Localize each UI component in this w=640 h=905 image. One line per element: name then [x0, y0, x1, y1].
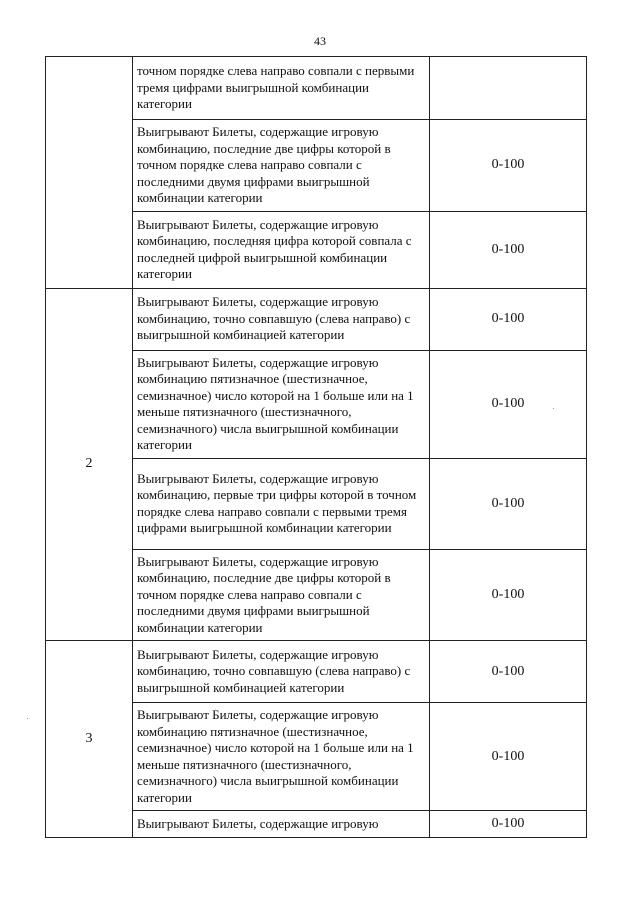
prize-range: 0-100	[430, 211, 587, 288]
condition-description: Выигрывают Билеты, содержащие игровую комбинацию, последняя цифра которой совпала с последней цифрой выигрышной комбинации категории	[133, 211, 430, 288]
prize-range: 0-100	[430, 350, 587, 458]
table-row	[46, 641, 587, 703]
prize-range: 0-100	[430, 549, 587, 641]
condition-description: Выигрывают Билеты, содержащие игровую комбинацию, последние две цифры которой в точном порядке слева направо совпали с последними двумя цифрами выигрышной комбинации категории	[133, 549, 430, 641]
table-row	[46, 57, 587, 120]
prize-range: 0-100	[430, 703, 587, 811]
category-number-cell: 2	[46, 288, 133, 641]
page-number: 43	[314, 34, 326, 48]
prize-range: 0-100	[430, 120, 587, 212]
category-number-cell: 3	[46, 641, 133, 838]
scan-dot	[27, 718, 28, 719]
condition-description: точном порядке слева направо совпали с первыми тремя цифрами выигрышной комбинации категории	[133, 57, 430, 120]
condition-description: Выигрывают Билеты, содержащие игровую комбинацию, первые три цифры которой в точном порядке слева направо совпали с первыми тремя цифрами выигрышной комбинации категории	[133, 458, 430, 549]
condition-description: Выигрывают Билеты, содержащие игровую комбинацию, точно совпавшую (слева направо) с выигрышной комбинацией категории	[133, 641, 430, 703]
prize-range: 0-100	[430, 811, 587, 838]
scan-dot	[553, 408, 554, 409]
condition-description: Выигрывают Билеты, содержащие игровую комбинацию, точно совпавшую (слева направо) с выигрышной комбинацией категории	[133, 288, 430, 350]
condition-description: Выигрывают Билеты, содержащие игровую комбинацию, последние две цифры которой в точном порядке слева направо совпали с последними двумя цифрами выигрышной комбинации категории	[133, 120, 430, 212]
prize-range	[430, 57, 587, 120]
prize-range: 0-100	[430, 458, 587, 549]
table-row	[46, 288, 587, 350]
prize-range: 0-100	[430, 288, 587, 350]
prize-range: 0-100	[430, 641, 587, 703]
condition-description: Выигрывают Билеты, содержащие игровую комбинацию пятизначное (шестизначное, семизначное) число которой на 1 больше или на 1 меньше пятизначного (шестизначного, семизначного) числа выигрышной комбинации категории	[133, 703, 430, 811]
condition-description: Выигрывают Билеты, содержащие игровую комбинацию пятизначное (шестизначное, семизначное) число которой на 1 больше или на 1 меньше пятизначного (шестизначного, семизначного) числа выигрышной комбинации категории	[133, 350, 430, 458]
category-number-cell	[46, 57, 133, 289]
condition-description: Выигрывают Билеты, содержащие игровую	[133, 811, 430, 838]
prize-table	[45, 56, 587, 838]
